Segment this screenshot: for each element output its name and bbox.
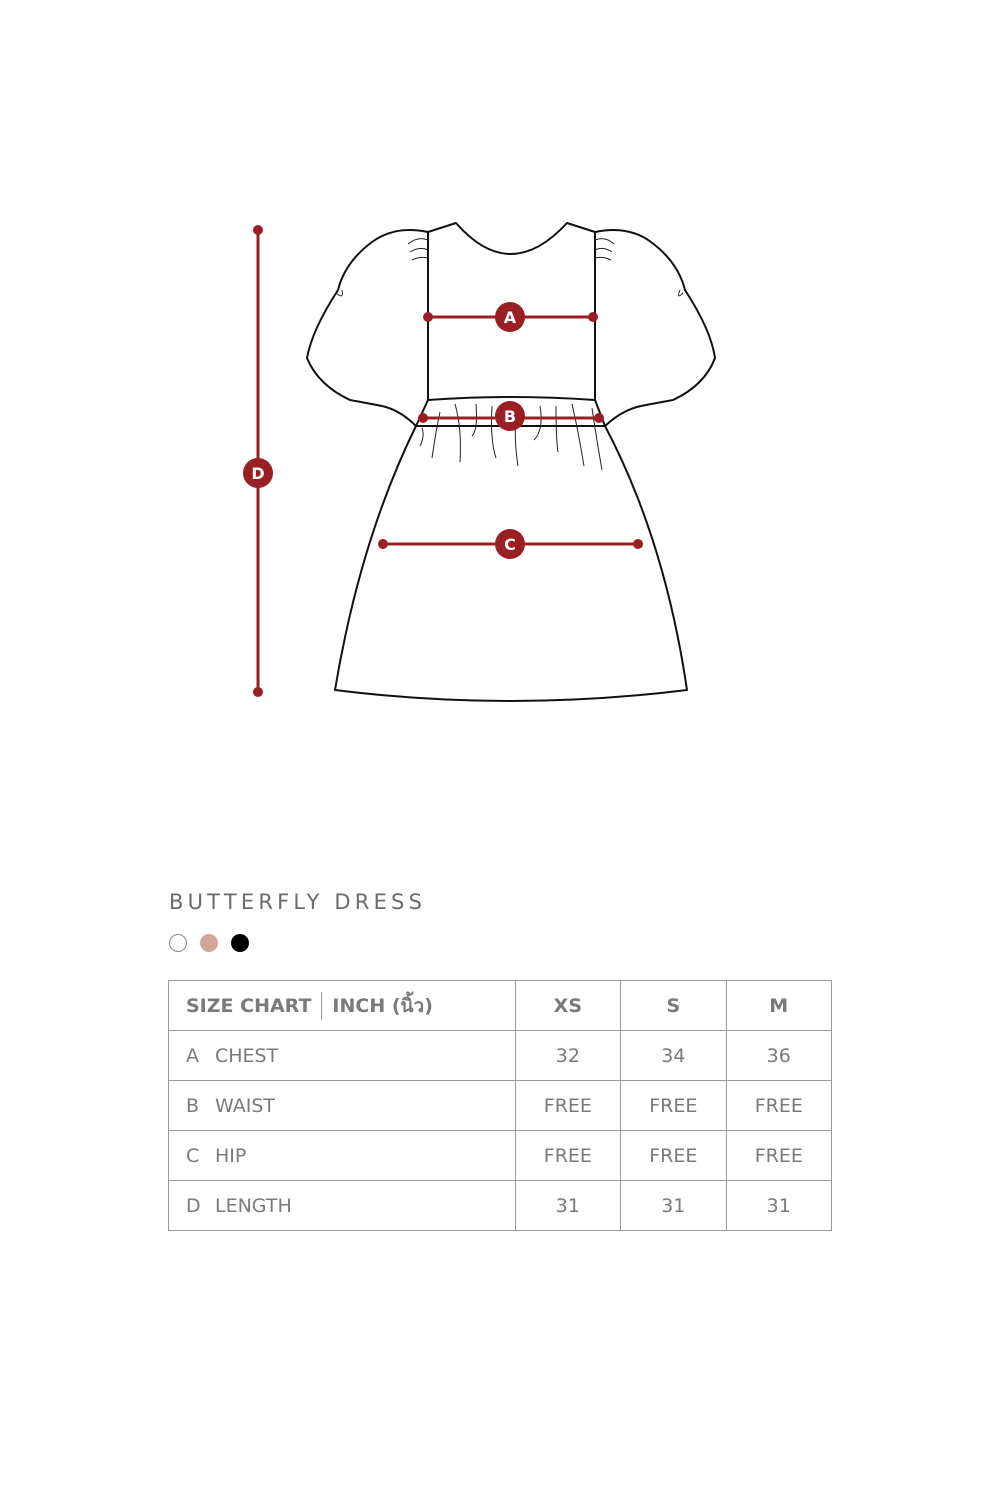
swatch-dusty-pink[interactable] <box>200 934 218 952</box>
measure-chest-right-dot <box>588 312 598 322</box>
size-header-m: M <box>726 981 831 1031</box>
row-name: LENGTH <box>215 1194 292 1217</box>
measure-waist-right-dot <box>594 413 604 423</box>
cell-value: 32 <box>515 1031 620 1081</box>
row-label <box>169 1131 516 1181</box>
cell-value: 31 <box>726 1181 831 1231</box>
dress-left-sleeve <box>307 230 428 426</box>
cell-value: FREE <box>726 1131 831 1181</box>
measure-hip-right-dot <box>633 539 643 549</box>
swatch-black[interactable] <box>231 934 249 952</box>
badge-d-label: D <box>251 464 265 483</box>
cell-value: FREE <box>515 1081 620 1131</box>
measure-waist-left-dot <box>418 413 428 423</box>
cell-value: FREE <box>621 1131 726 1181</box>
row-label <box>169 1181 516 1231</box>
row-name: CHEST <box>215 1044 279 1067</box>
size-chart-unit: INCH (นิ้ว) <box>332 994 433 1017</box>
row-name: WAIST <box>215 1094 276 1117</box>
size-chart-header-row <box>169 981 832 1031</box>
row-label <box>169 1031 516 1081</box>
row-letter: B <box>186 1094 200 1117</box>
table-row <box>169 1131 832 1181</box>
color-swatches <box>169 934 249 952</box>
product-title: BUTTERFLY DRESS <box>169 890 427 914</box>
row-letter: D <box>186 1194 201 1217</box>
measure-length-top-dot <box>253 225 263 235</box>
measure-hip-left-dot <box>378 539 388 549</box>
badge-a-label: A <box>503 308 517 327</box>
size-chart-table <box>168 980 832 1231</box>
size-chart-title: SIZE CHART <box>186 994 312 1017</box>
table-row <box>169 1081 832 1131</box>
cell-value: 31 <box>621 1181 726 1231</box>
row-letter: C <box>186 1144 200 1167</box>
size-chart-header-label <box>169 981 516 1031</box>
size-header-s: S <box>621 981 726 1031</box>
measure-length-bottom-dot <box>253 687 263 697</box>
row-letter: A <box>186 1044 199 1067</box>
cell-value: FREE <box>726 1081 831 1131</box>
cell-value: FREE <box>515 1131 620 1181</box>
swatch-white[interactable] <box>169 934 187 952</box>
measure-chest-left-dot <box>423 312 433 322</box>
badge-c-label: C <box>504 535 516 554</box>
cell-value: 31 <box>515 1181 620 1231</box>
table-row <box>169 1031 832 1081</box>
header-divider <box>321 992 322 1020</box>
row-label <box>169 1081 516 1131</box>
row-name: HIP <box>215 1144 247 1167</box>
dress-outline <box>307 223 715 701</box>
cell-value: FREE <box>621 1081 726 1131</box>
cell-value: 34 <box>621 1031 726 1081</box>
table-row <box>169 1181 832 1231</box>
cell-value: 36 <box>726 1031 831 1081</box>
dress-right-sleeve <box>595 230 715 426</box>
badge-b-label: B <box>503 407 517 426</box>
size-header-xs: XS <box>515 981 620 1031</box>
dress-skirt <box>335 426 687 701</box>
